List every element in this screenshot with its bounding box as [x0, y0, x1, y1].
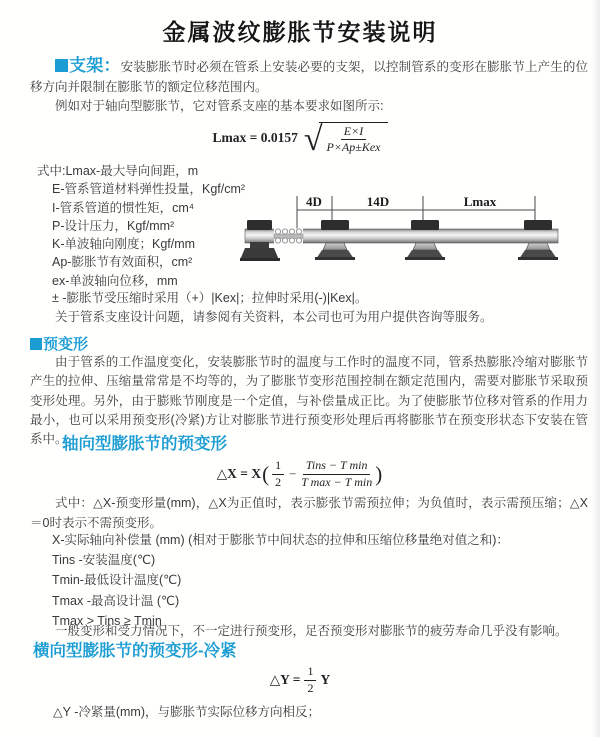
list-item: ex-单波轴向位移，mm: [52, 273, 178, 288]
list-item: Tmax > Tins ≥ Tmin: [52, 613, 162, 628]
support-intro-text: 安装膨胀节时必须在管系上安装必要的支架，以控制管系的变形在膨胀节上产生的位移方向并限制在膨胀节的额定位移范围内。: [30, 60, 589, 94]
minus-sign: −: [289, 466, 297, 481]
list-item: I-管系管道的惯性矩，cm⁴: [52, 200, 195, 215]
plusminus-note: ± -膨胀节受压缩时采用（+）|Kex|；拉伸时采用(-)|Kex|。: [52, 291, 368, 305]
support-heading-label: 支架：: [69, 56, 121, 75]
list-item: 式中:Lmax-最大导向间距，m: [37, 164, 199, 178]
formula-lateral-lhs: △Y =: [269, 672, 301, 687]
bellows-section: [274, 229, 303, 244]
half-denominator: 2: [307, 680, 314, 695]
half-numerator: 1: [272, 459, 284, 474]
formula-lateral: [0, 664, 600, 696]
axial-explain: 式中：△X-预变形量(mm)，△X为正值时，表示膨张节需预拉伸；为负值时，表示需预压缩；△X＝0时表示不需预变形。: [30, 496, 588, 530]
close-paren: ): [375, 461, 383, 486]
sqrt-sign-icon: √: [303, 120, 323, 158]
half-fraction: [304, 665, 316, 694]
page-title: 金属波纹膨胀节安装说明: [162, 19, 438, 45]
lateral-heading: 横向型膨胀节的预变形-冷紧: [33, 642, 237, 660]
support-example-text: 例如对于轴向型膨胀节，它对管系支座的基本要求如图所示:: [55, 99, 384, 113]
dimension-label-14d: 14D: [366, 194, 390, 209]
formula-lmax-lhs: Lmax = 0.0157: [212, 130, 298, 145]
half-fraction: [272, 459, 284, 488]
pipe-support-diagram: [240, 192, 565, 272]
support-note: 关于管系支座设计问题，请参阅有关资料，本公司也可为用户提供咨询等服务。: [55, 310, 493, 324]
formula-lmax-denominator: P×Ap±Kex: [326, 140, 381, 154]
list-item: Tins -安装温度(℃): [52, 553, 156, 568]
section-square-icon: [55, 59, 68, 72]
dimension-label-lmax: Lmax: [463, 194, 497, 209]
formula-lateral-rhs: Y: [320, 672, 331, 687]
predeform-paragraph: 由于管系的工作温度变化，安装膨胀节时的温度与工作时的温度不同，管系热膨胀冷缩对膨胀节产生的拉伸、压缩量常常是不均等的，为了膨胀节变形范围控制在额定范围内，需要对膨胀节采取预变形处理。另外，由于膨账节刚度是一个定值，与补偿量成正比。为了使膨胀节位移对管系的作用力最小，也可以采用预变形(冷紧)方让对膨胀节进行预变形处理后再将膨胀节在预变形状态下安装在管系中。: [30, 355, 588, 447]
support-example-line: [30, 96, 588, 116]
list-item: Tmin-最低设计温度(℃): [52, 573, 182, 588]
sqrt-radicand: [319, 122, 388, 154]
scan-edge-shade: [591, 0, 600, 737]
list-item: Ap-膨胀节有效面积，cm²: [52, 255, 193, 270]
section-square-icon: [30, 338, 42, 350]
temp-fraction: [301, 459, 372, 488]
formula-lmax-fraction: [327, 125, 381, 154]
formula-lmax: [0, 120, 600, 156]
formula-axial: [0, 455, 600, 493]
predeform-heading-label: 预变形: [43, 336, 89, 353]
axial-closing: 一般变形和受力情况下，不一定进行预变形，足否预变形对膨胀节的疲劳寿命几乎没有影响。: [55, 624, 568, 638]
temp-numerator: Tins − T min: [303, 459, 371, 474]
formula-axial-lhs: △X = X: [216, 466, 262, 481]
open-paren: (: [262, 461, 270, 486]
lateral-note: △Y -冷紧量(mm)，与膨胀节实际位移方向相反；: [53, 705, 321, 719]
sqrt-radical: [303, 120, 388, 158]
support-heading: [55, 56, 121, 75]
half-denominator: 2: [275, 474, 282, 489]
half-numerator: 1: [304, 665, 316, 680]
list-item: K-单波轴向刚度；Kgf/mm: [52, 237, 196, 252]
list-item: P-设计压力，Kgf/mm²: [52, 218, 175, 233]
predeform-heading: [30, 333, 88, 354]
support-paragraph: [30, 56, 588, 97]
list-item: E-管系管道材料弹性投量，Kgf/cm²: [52, 182, 246, 197]
temp-denominator: T max − T min: [301, 474, 373, 489]
list-item: X-实际轴向补偿量 (mm) (相对于膨胀节中间状态的拉伸和压缩位移量绝对值之和)：: [52, 533, 509, 547]
formula-lmax-numerator: E×I: [341, 125, 366, 140]
dimension-label-4d: 4D: [306, 194, 322, 209]
axial-list: [52, 530, 592, 631]
list-item: Tmax -最高设计温 (℃): [52, 593, 180, 608]
axial-heading: 轴向型膨胀节的预变形: [62, 435, 227, 453]
